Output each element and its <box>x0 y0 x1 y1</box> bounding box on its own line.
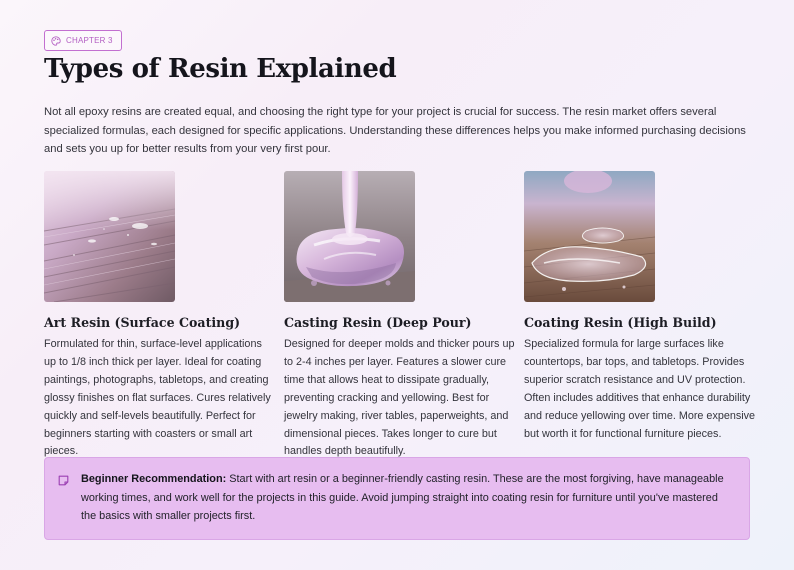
intro-paragraph: Not all epoxy resins are created equal, and choosing the right type for your project is crucial for success. The resin market offers several specialized formulas, each designed for specific applications. Understanding these differences helps you make informed purchasing decisions and sets you up for better results from your very first pour. <box>44 106 746 155</box>
coating-resin-image <box>524 171 655 302</box>
callout-label: Beginner Recommendation: <box>81 473 227 485</box>
card-title: Art Resin (Surface Coating) <box>44 315 241 330</box>
card-art-resin <box>44 171 276 461</box>
card-description: Specialized formula for large surfaces like countertops, bar tops, and tabletops. Provides superior scratch resistance and UV protection. Often includes additives that enhance durability and reduce yellowing over time. More expensive but worth it for functional furniture pieces. <box>524 338 756 440</box>
card-description: Formulated for thin, surface-level applications up to 1/8 inch thick per layer. Ideal for coating paintings, photographs, tabletops, and creating glossy finishes on flat surfaces. Cures relatively quickly and self-levels beautifully. Perfect for beginners starting with coasters or small art pieces. <box>44 338 271 458</box>
chapter-badge <box>44 30 122 51</box>
art-resin-image <box>44 171 175 302</box>
casting-resin-image <box>284 171 415 302</box>
note-icon <box>58 473 69 491</box>
palette-icon <box>51 36 61 46</box>
card-coating-resin <box>524 171 756 443</box>
page-title: Types of Resin Explained <box>44 54 397 84</box>
beginner-recommendation-callout <box>44 457 750 540</box>
card-title: Casting Resin (Deep Pour) <box>284 315 472 330</box>
card-title: Coating Resin (High Build) <box>524 315 717 330</box>
callout-text <box>81 470 733 526</box>
card-description: Designed for deeper molds and thicker pours up to 2-4 inches per layer. Features a slower cure time that allows heat to dissipate gradually, preventing cracking and yellowing. Best for jewelry making, river tables, paperweights, and dimensional pieces. Takes longer to cure but handles depth beautifully. <box>284 338 515 458</box>
chapter-label: CHAPTER 3 <box>66 36 113 45</box>
callout-body: Start with art resin or a beginner-friendly casting resin. These are the most forgiving, have manageable working times, and work well for the projects in this guide. Avoid jumping straight into coating resin for furniture until you've mastered the basics with smaller projects first. <box>81 473 724 523</box>
card-casting-resin <box>284 171 516 461</box>
resin-type-cards <box>44 171 756 458</box>
